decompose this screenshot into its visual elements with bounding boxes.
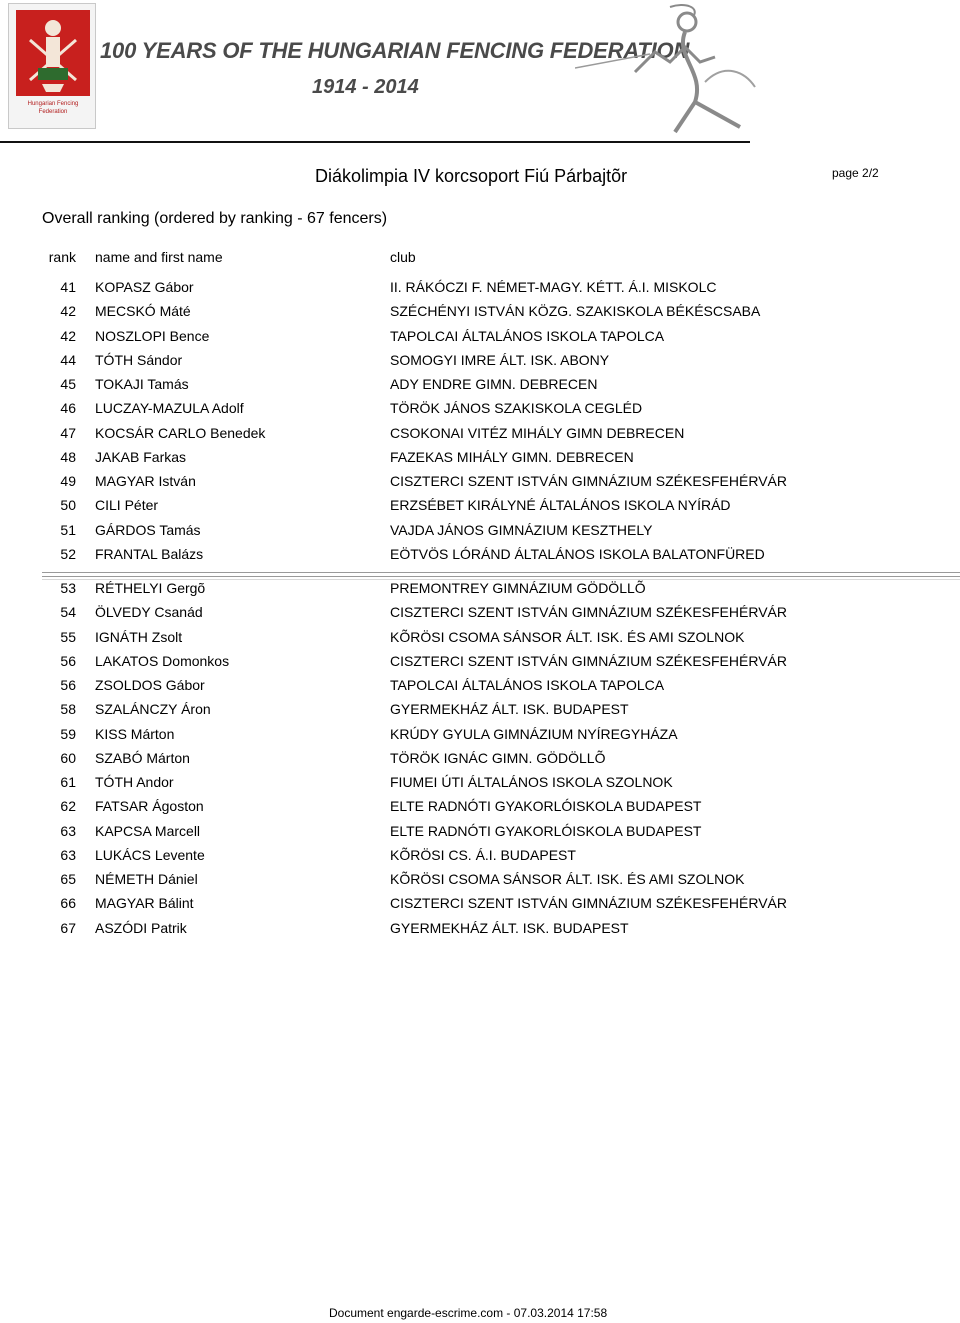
name-cell: NÉMETH Dániel [95, 871, 198, 887]
name-cell: KOPASZ Gábor [95, 279, 194, 295]
name-cell: ÖLVEDY Csanád [95, 604, 203, 621]
rank-cell: 61 [60, 774, 76, 790]
club-cell: FIUMEI ÚTI ÁLTALÁNOS ISKOLA SZOLNOK [390, 774, 673, 790]
table-row [0, 867, 960, 891]
table-row [0, 542, 960, 566]
name-cell: LUCZAY-MAZULA Adolf [95, 400, 244, 417]
rank-cell: 65 [60, 871, 76, 887]
rank-cell: 50 [60, 497, 76, 514]
name-cell: NOSZLOPI Bence [95, 327, 210, 344]
name-cell: IGNÁTH Zsolt [95, 628, 183, 645]
banner-years: 1914 - 2014 [312, 76, 419, 98]
crest-emblem [16, 10, 90, 96]
logo-caption: Hungarian Fencing Federation [27, 101, 79, 115]
name-cell: LUKÁCS Levente [95, 846, 205, 863]
table-row [0, 493, 960, 517]
column-header-rank: rank [48, 249, 76, 265]
fencer-silhouette-icon [575, 2, 765, 142]
rank-cell: 60 [60, 749, 76, 766]
name-cell: LAKATOS Domonkos [95, 652, 230, 669]
rank-cell: 56 [60, 677, 76, 693]
club-cell: VAJDA JÁNOS GIMNÁZIUM KESZTHELY [390, 521, 653, 538]
page-separator [42, 572, 960, 577]
club-cell: KÕRÖSI CSOMA SÁNSOR ÁLT. ISK. ÉS AMI SZOLNOK [390, 871, 745, 887]
rank-cell: 67 [60, 919, 76, 936]
club-cell: SOMOGYI IMRE ÁLT. ISK. ABONY [390, 351, 610, 368]
table-row [0, 770, 960, 794]
rank-cell: 59 [60, 725, 76, 742]
table-row [0, 794, 960, 818]
club-cell: TAPOLCAI ÁLTALÁNOS ISKOLA TAPOLCA [390, 677, 665, 693]
club-cell: GYERMEKHÁZ ÁLT. ISK. BUDAPEST [390, 701, 629, 718]
club-cell: CISZTERCI SZENT ISTVÁN GIMNÁZIUM SZÉKESFEHÉRVÁR [390, 473, 787, 489]
table-row [0, 324, 960, 348]
name-cell: TOKAJI Tamás [95, 376, 189, 392]
rank-cell: 47 [60, 424, 76, 441]
club-cell: PREMONTREY GIMNÁZIUM GÖDÖLLÕ [390, 580, 646, 596]
rank-cell: 51 [60, 521, 76, 538]
rank-cell: 41 [60, 279, 76, 295]
club-cell: EÖTVÖS LÓRÁND ÁLTALÁNOS ISKOLA BALATONFÜRED [390, 545, 765, 562]
club-cell: TÖRÖK IGNÁC GIMN. GÖDÖLLÕ [390, 749, 606, 766]
rank-cell: 66 [60, 895, 76, 912]
table-row [0, 673, 960, 697]
table-row [0, 518, 960, 542]
name-cell: KAPCSA Marcell [95, 822, 201, 839]
name-cell: SZABÓ Márton [95, 749, 190, 766]
name-cell: RÉTHELYI Gergõ [95, 580, 206, 596]
club-cell: KRÚDY GYULA GIMNÁZIUM NYÍREGYHÁZA [390, 725, 678, 742]
name-cell: TÓTH Andor [95, 774, 174, 790]
table-row [0, 299, 960, 323]
rank-cell: 58 [60, 701, 76, 718]
club-cell: ELTE RADNÓTI GYAKORLÓISKOLA BUDAPEST [390, 822, 702, 839]
club-cell: TÖRÖK JÁNOS SZAKISKOLA CEGLÉD [390, 400, 643, 417]
name-cell: JAKAB Farkas [95, 448, 187, 465]
table-row [0, 445, 960, 469]
rank-cell: 63 [60, 822, 76, 839]
table-row [0, 746, 960, 770]
rank-cell: 46 [60, 400, 76, 417]
footer-text: Document engarde-escrime.com - 07.03.2014 17:58 [329, 1306, 608, 1320]
column-header-name: name and first name [95, 249, 223, 265]
table-row [0, 625, 960, 649]
club-cell: CISZTERCI SZENT ISTVÁN GIMNÁZIUM SZÉKESFEHÉRVÁR [390, 895, 787, 912]
name-cell: FATSAR Ágoston [95, 798, 204, 815]
rank-cell: 45 [60, 376, 76, 392]
table-row [0, 722, 960, 746]
name-cell: FRANTAL Balázs [95, 545, 204, 562]
rank-cell: 52 [60, 545, 76, 562]
table-row [0, 600, 960, 624]
club-cell: II. RÁKÓCZI F. NÉMET-MAGY. KÉTT. Á.I. MISKOLC [390, 279, 717, 295]
name-cell: MAGYAR Bálint [95, 895, 194, 912]
club-cell: ELTE RADNÓTI GYAKORLÓISKOLA BUDAPEST [390, 798, 702, 815]
name-cell: KISS Márton [95, 725, 175, 742]
club-cell: FAZEKAS MIHÁLY GIMN. DEBRECEN [390, 448, 634, 465]
table-row [0, 372, 960, 396]
name-cell: TÓTH Sándor [95, 351, 183, 368]
table-row [0, 275, 960, 299]
name-cell: GÁRDOS Tamás [95, 521, 201, 538]
club-cell: CISZTERCI SZENT ISTVÁN GIMNÁZIUM SZÉKESFEHÉRVÁR [390, 652, 787, 669]
page-number: page 2/2 [832, 166, 879, 180]
rank-cell: 55 [60, 628, 76, 645]
club-cell: CISZTERCI SZENT ISTVÁN GIMNÁZIUM SZÉKESFEHÉRVÁR [390, 604, 787, 621]
rank-cell: 49 [60, 473, 76, 489]
rank-cell: 48 [60, 448, 76, 465]
name-cell: CILI Péter [95, 497, 159, 514]
name-cell: KOCSÁR CARLO Benedek [95, 424, 266, 441]
club-cell: ERZSÉBET KIRÁLYNÉ ÁLTALÁNOS ISKOLA NYÍRÁD [390, 497, 731, 514]
rank-cell: 54 [60, 604, 76, 621]
club-cell: CSOKONAI VITÉZ MIHÁLY GIMN DEBRECEN [390, 424, 685, 441]
rank-cell: 62 [60, 798, 76, 815]
name-cell: ZSOLDOS Gábor [95, 677, 205, 693]
header-rule [0, 141, 750, 143]
rank-cell: 44 [60, 351, 76, 368]
column-header-club: club [390, 249, 416, 265]
club-cell: GYERMEKHÁZ ÁLT. ISK. BUDAPEST [390, 919, 629, 936]
name-cell: MAGYAR István [95, 473, 196, 489]
name-cell: SZALÁNCZY Áron [95, 701, 211, 718]
header-banner [0, 0, 960, 145]
name-cell: ASZÓDI Patrik [95, 919, 187, 936]
table-row [0, 421, 960, 445]
table-row [0, 469, 960, 493]
club-cell: TAPOLCAI ÁLTALÁNOS ISKOLA TAPOLCA [390, 327, 665, 344]
rank-cell: 53 [60, 580, 76, 596]
club-cell: ADY ENDRE GIMN. DEBRECEN [390, 376, 598, 392]
banner-title: 100 YEARS OF THE HUNGARIAN FENCING FEDERATION [100, 38, 690, 63]
fencing-federation-crest-icon [8, 3, 96, 129]
table-row [0, 697, 960, 721]
table-row [0, 396, 960, 420]
rank-cell: 42 [60, 327, 76, 344]
name-cell: MECSKÓ Máté [95, 303, 191, 320]
ranking-subtitle: Overall ranking (ordered by ranking - 67 fencers) [42, 210, 388, 227]
rank-cell: 63 [60, 846, 76, 863]
table-row [0, 819, 960, 843]
page-separator-shadow [42, 579, 960, 580]
table-row [0, 916, 960, 940]
club-cell: KÕRÖSI CSOMA SÁNSOR ÁLT. ISK. ÉS AMI SZOLNOK [390, 628, 745, 645]
table-row [0, 348, 960, 372]
club-cell: KÕRÖSI CS. Á.I. BUDAPEST [390, 846, 576, 863]
table-row [0, 843, 960, 867]
rank-cell: 42 [60, 303, 76, 320]
table-row [0, 649, 960, 673]
document-title: Diákolimpia IV korcsoport Fiú Párbajtõr [315, 166, 628, 186]
table-row [0, 891, 960, 915]
club-cell: SZÉCHÉNYI ISTVÁN KÖZG. SZAKISKOLA BÉKÉSCSABA [390, 303, 761, 320]
rank-cell: 56 [60, 652, 76, 669]
